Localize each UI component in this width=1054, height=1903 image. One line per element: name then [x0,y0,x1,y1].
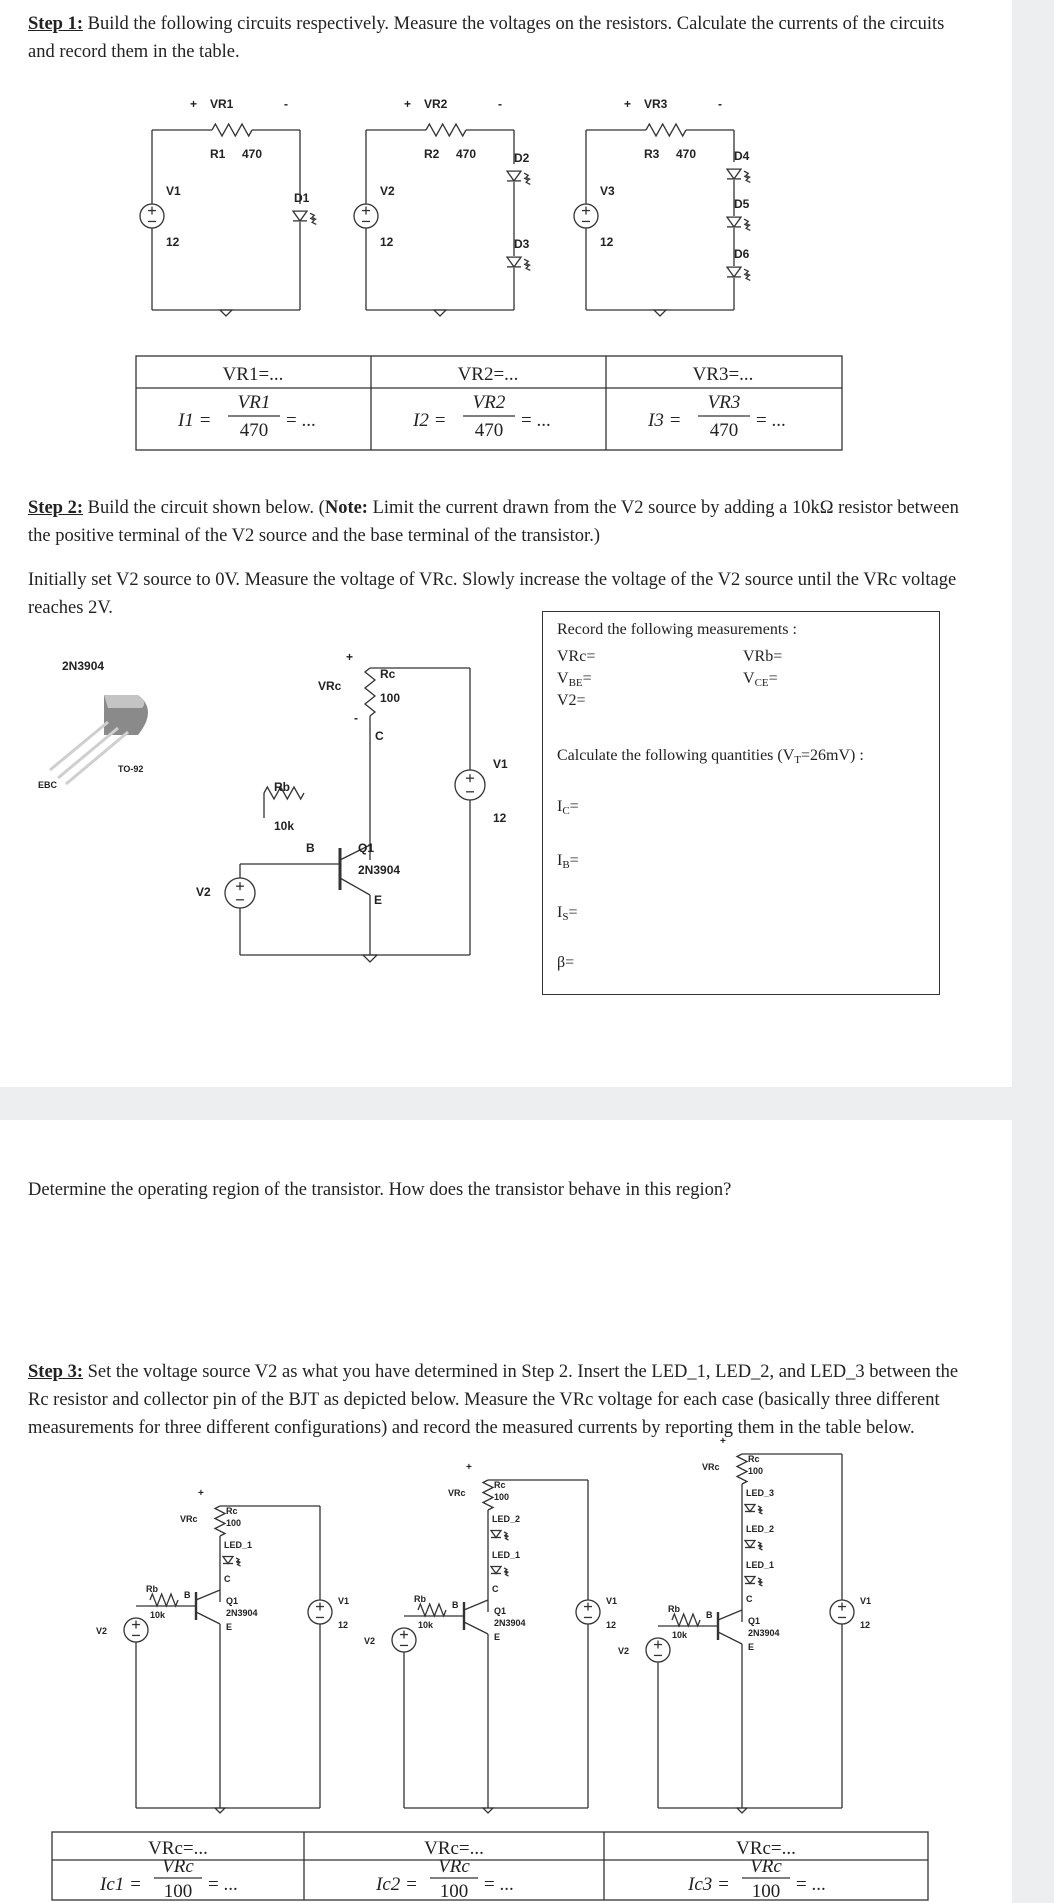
formula-denominator: 470 [239,420,269,441]
base-label: B [184,1590,191,1600]
transistor-name: Q1 [358,841,375,855]
vrb-field: VRb= [743,648,783,665]
step3-circuit-3 [618,1436,871,1813]
pinout-label: EBC [38,780,58,790]
table-cell-title: VRc=... [148,1838,208,1859]
rb-name: Rb [414,1594,426,1604]
transistor-name: Q1 [226,1596,239,1606]
is-field: $I_S=$ [557,904,578,923]
v2-source [646,1638,670,1662]
step3-circuits [0,1120,1012,1903]
formula-numerator: VR2 [472,392,506,413]
transistor-name: Q1 [748,1616,761,1626]
ground-symbol [215,1808,225,1813]
diode-name: D2 [514,151,530,165]
formula-result: = ... [286,410,316,431]
measurements-box [542,611,940,995]
led-name: LED_2 [746,1524,775,1534]
wire [718,1610,742,1620]
measurements-title: Record the following measurements : [557,621,797,638]
v2-name: V2 [618,1646,630,1656]
led-name: LED_1 [746,1560,775,1570]
v2-source [124,1618,148,1642]
formula-numerator: VR3 [707,392,741,413]
v2-name: V2 [196,885,211,899]
vrc-label: VRc [448,1488,466,1498]
diode-name: D4 [734,149,750,163]
table-cell-title: VRc=... [736,1838,796,1859]
emitter-label: E [374,893,383,907]
v2-source [392,1628,416,1652]
rc-resistor [737,1454,747,1484]
rc-resistor [365,668,375,716]
ground-symbol [483,1808,493,1813]
current-symbol: I3 = [648,410,682,431]
wire [718,1632,742,1644]
base-label: B [306,841,315,855]
v2-name: V2 [96,1626,108,1636]
formula-result: = ... [796,1874,826,1895]
emitter-label: E [226,1622,233,1632]
collector-label: C [746,1594,753,1604]
page-two [0,1120,1012,1903]
resistor-value: 470 [456,147,477,161]
rb-resistor [418,1604,446,1616]
transistor-model: 2N3904 [494,1618,526,1628]
led-diode-icon [491,1531,509,1541]
rb-resistor [150,1594,178,1606]
current-symbol: Ic2 = [376,1874,418,1895]
plus-sign: + [404,97,412,111]
beta-field: β= [557,954,575,971]
rc-value: 100 [494,1492,510,1502]
plus-sign: + [720,1436,726,1447]
rb-value: 10k [672,1630,688,1640]
transistor-model: 2N3904 [358,863,401,877]
minus-sign: - [284,97,288,111]
wire [464,1622,488,1634]
formula-numerator: VRc [750,1856,782,1877]
ib-field: $I_B=$ [557,852,579,871]
source-value: 12 [600,235,614,249]
rc-name: Rc [748,1454,760,1464]
current-symbol: I2 = [413,410,447,431]
led-name: LED_3 [746,1488,775,1498]
rb-name: Rb [668,1604,680,1614]
rc-value: 100 [380,691,401,705]
vrc-label: VRc [702,1462,720,1472]
rc-value: 100 [748,1466,764,1476]
wire [464,1600,488,1610]
table-cell-title: VR2=... [457,364,519,385]
rb-resistor [672,1614,700,1626]
formula-numerator: VRc [162,1856,194,1877]
led-name: LED_1 [224,1540,253,1550]
minus-sign: - [498,97,502,111]
rb-value: 10k [418,1620,434,1630]
formula-denominator: 470 [474,420,504,441]
step2-text-b: Limit the current drawn from the V2 source by adding a 10kΩ resistor between the positive terminal of the V2 source and the base terminal of the transistor.) [28,498,959,546]
formula-result: = ... [521,410,551,431]
formula-result: = ... [756,410,786,431]
step2-note-label: Note: [324,498,368,518]
led-name: LED_1 [492,1550,521,1560]
ic-field: $I_C=$ [557,798,579,817]
current-symbol: Ic3 = [688,1874,730,1895]
source-value: 12 [380,235,394,249]
formula-numerator: VR1 [237,392,271,413]
collector-label: C [375,729,384,743]
led-diode-icon [491,1567,509,1577]
formula-denominator: 100 [163,1881,193,1902]
rb-name: Rb [274,780,290,794]
table-cell-title: VRc=... [424,1838,484,1859]
rc-value: 100 [226,1518,242,1528]
v1-source [308,1600,332,1624]
source-name: V1 [166,184,181,198]
transistor-model: 2N3904 [748,1628,780,1638]
wire [196,1590,220,1600]
step2-heading: Step 2: [28,498,83,518]
v2-name: V2 [364,1636,376,1646]
v1-value: 12 [493,811,507,825]
operating-region-question: Determine the operating region of the transistor. How does the transistor behave in this region? [28,1180,732,1200]
diode-name: D1 [294,191,310,205]
package-label: TO-92 [118,764,144,774]
plus-sign: + [624,97,632,111]
source-value: 12 [166,235,180,249]
resistor-value: 470 [676,147,697,161]
step2-instructions: Initially set V2 source to 0V. Measure the voltage of VRc. Slowly increase the voltage of the V2 source until the VRc voltage reaches 2V. [28,570,957,618]
step2-text-a: Build the circuit shown below. ( [83,498,325,518]
rc-resistor [483,1480,493,1510]
led-diode-icon [745,1577,763,1587]
v1-name: V1 [860,1596,872,1606]
rc-name: Rc [494,1480,506,1490]
v1-source [455,770,485,800]
formula-denominator: 100 [751,1881,781,1902]
formula-denominator: 470 [709,420,739,441]
step3-circuit-2 [364,1462,617,1813]
voltage-label: VR1 [210,97,234,111]
transistor-model: 2N3904 [226,1608,258,1618]
resistor-name: R2 [424,147,440,161]
led-diode-icon [223,1557,241,1567]
step3-circuit-1 [96,1488,349,1813]
rc-name: Rc [226,1506,238,1516]
collector-label: C [224,1574,231,1584]
minus-sign: - [354,711,358,725]
diode-name: D6 [734,247,750,261]
resistor-name: R1 [210,147,226,161]
current-symbol: Ic1 = [100,1874,142,1895]
v2-field: V2= [557,692,586,709]
led-name: LED_2 [492,1514,521,1524]
v1-value: 12 [606,1620,617,1630]
ground-symbol [363,955,377,962]
v2-source [225,878,255,908]
wire [196,1612,220,1624]
plus-sign: + [190,97,198,111]
plus-sign: + [198,1488,204,1499]
plus-sign: + [346,650,354,664]
plus-sign: + [466,1462,472,1473]
diode-name: D3 [514,237,530,251]
formula-result: = ... [484,1874,514,1895]
rb-value: 10k [150,1610,166,1620]
led-diode-icon [745,1505,763,1515]
formula-result: = ... [208,1874,238,1895]
step3-heading: Step 3: [28,1362,83,1382]
vrc-label: VRc [180,1514,198,1524]
vce-field: $V_{CE}=$ [743,670,778,689]
current-symbol: I1 = [178,410,212,431]
v1-source [830,1600,854,1624]
transistor-part-name: 2N3904 [62,659,105,673]
v1-value: 12 [860,1620,871,1630]
rb-value: 10k [274,819,295,833]
vbe-field: $V_{BE}=$ [557,670,592,689]
table-cell-title: VR1=... [222,364,284,385]
source-name: V2 [380,184,395,198]
rc-resistor [215,1506,225,1536]
v1-name: V1 [606,1596,618,1606]
resistor-value: 470 [242,147,263,161]
led-diode-icon [745,1541,763,1551]
resistor-name: R3 [644,147,660,161]
v1-name: V1 [493,757,508,771]
transistor-name: Q1 [494,1606,507,1616]
emitter-label: E [494,1632,501,1642]
step1-heading: Step 1: [28,14,83,34]
source-name: V3 [600,184,615,198]
collector-label: C [492,1584,499,1594]
table-cell-title: VR3=... [692,364,754,385]
v1-source [576,1600,600,1624]
rc-name: Rc [380,667,396,681]
v1-value: 12 [338,1620,349,1630]
emitter-label: E [748,1642,755,1652]
vrc-label: VRc [318,679,342,693]
minus-sign: - [718,97,722,111]
vrc-field: VRc= [557,648,596,665]
step3-text: Set the voltage source V2 as what you have determined in Step 2. Insert the LED_1, LED_2, and LED_3 between the Rc resistor and collector pin of the BJT as depicted below. Measure the VRc voltage for each case (basically three different measurements for three different configurations) and record the measured currents by reporting them in the table below. [28,1362,959,1438]
diode-name: D5 [734,197,750,211]
ground-symbol [737,1808,747,1813]
voltage-label: VR3 [644,97,668,111]
v1-name: V1 [338,1596,350,1606]
voltage-label: VR2 [424,97,448,111]
step1-text: Build the following circuits respectively. Measure the voltages on the resistors. Calculate the currents of the circuits and record them in the table. [28,14,945,62]
base-label: B [452,1600,459,1610]
rb-name: Rb [146,1584,158,1594]
calculate-title: Calculate the following quantities $(V_T=26mV)$ : [557,747,864,766]
formula-denominator: 100 [439,1881,469,1902]
formula-numerator: VRc [438,1856,470,1877]
base-label: B [706,1610,713,1620]
transistor-emitter-leg [340,878,370,895]
